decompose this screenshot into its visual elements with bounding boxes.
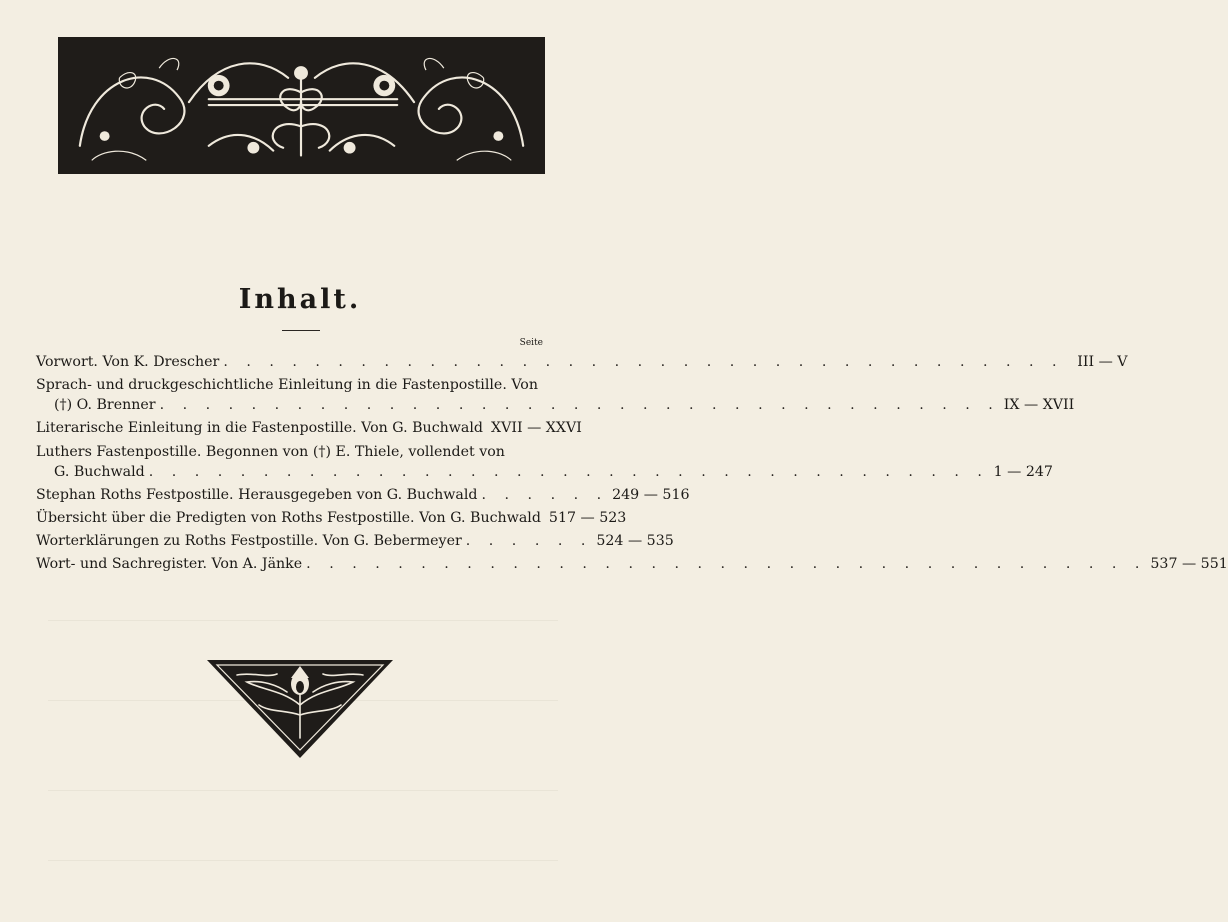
seite-label: Seite — [519, 338, 543, 348]
toc-entry — [36, 375, 1075, 415]
bleed-through-line — [48, 620, 558, 621]
toc-entry-text: Vorwort. Von K. Drescher — [36, 354, 220, 370]
toc-entry-pages: 524 — 535 — [596, 533, 674, 550]
toc-entry-pages: 517 — 523 — [548, 509, 627, 526]
toc-entry — [36, 485, 690, 505]
toc-entry-pages: 249 — 516 — [612, 486, 690, 503]
bleed-through-line — [48, 790, 558, 791]
leader-dots: . . . . . . . . . . . . . . . . . . . . . . . . . . . . . . . . . . . . . — [148, 463, 989, 480]
ornamental-headpiece — [58, 37, 545, 174]
toc-entry-pages: III — V — [1077, 354, 1128, 370]
leader-dots: . . . . . . . . . . . . . . . . . . . . . . . . . . . . . . . . . . . . . — [306, 556, 1147, 573]
toc-entry — [36, 508, 627, 528]
toc-entry-text: Wort- und Sachregister. Von A. Jänke — [36, 556, 303, 573]
leader-dots: . . . . . . — [465, 533, 593, 550]
ornamental-tailpiece — [207, 660, 393, 758]
toc-entry — [36, 442, 1053, 482]
toc-entry — [36, 352, 1128, 372]
leader-dots: . . . . . . . . . . . . . . . . . . . . . . . . . . . . . . . . . . . . . — [223, 354, 1064, 370]
toc-entry-text: Übersicht über die Predigten von Roths Festpostille. Von G. Buchwald — [36, 509, 541, 526]
toc-entry-text-continued: G. Buchwald — [54, 463, 145, 480]
toc-entry-text: Stephan Roths Festpostille. Herausgegeben von G. Buchwald — [36, 486, 478, 503]
toc-entry — [36, 418, 582, 438]
toc-entry-pages: XVII — XXVI — [491, 420, 582, 437]
toc-entry-text: Worterklärungen zu Roths Festpostille. Von G. Bebermeyer — [36, 533, 462, 550]
toc-entry — [36, 531, 674, 551]
toc-entry-pages: IX — XVII — [1003, 397, 1075, 414]
toc-entry — [36, 554, 1228, 574]
leader-dots: . . . . . . . . . . . . . . . . . . . . . . . . . . . . . . . . . . . . . — [159, 397, 1000, 414]
toc-entry-text: Literarische Einleitung in die Fastenpostille. Von G. Buchwald — [36, 420, 484, 437]
toc-entry-text-continued: (†) O. Brenner — [54, 397, 156, 414]
title-rule — [282, 330, 320, 331]
page-title: Inhalt. — [238, 284, 362, 315]
bleed-through-line — [48, 860, 558, 861]
toc-entry-pages: 537 — 551 — [1150, 556, 1228, 573]
leader-dots: . . . . . . — [481, 486, 609, 503]
toc-entry-text: Sprach- und druckgeschichtliche Einleitung in die Fastenpostille. Von — [36, 377, 538, 394]
toc-entry-text: Luthers Fastenpostille. Begonnen von (†) E. Thiele, vollendet von — [36, 443, 505, 460]
table-of-contents — [36, 352, 1228, 578]
toc-entry-pages: 1 — 247 — [993, 463, 1053, 480]
